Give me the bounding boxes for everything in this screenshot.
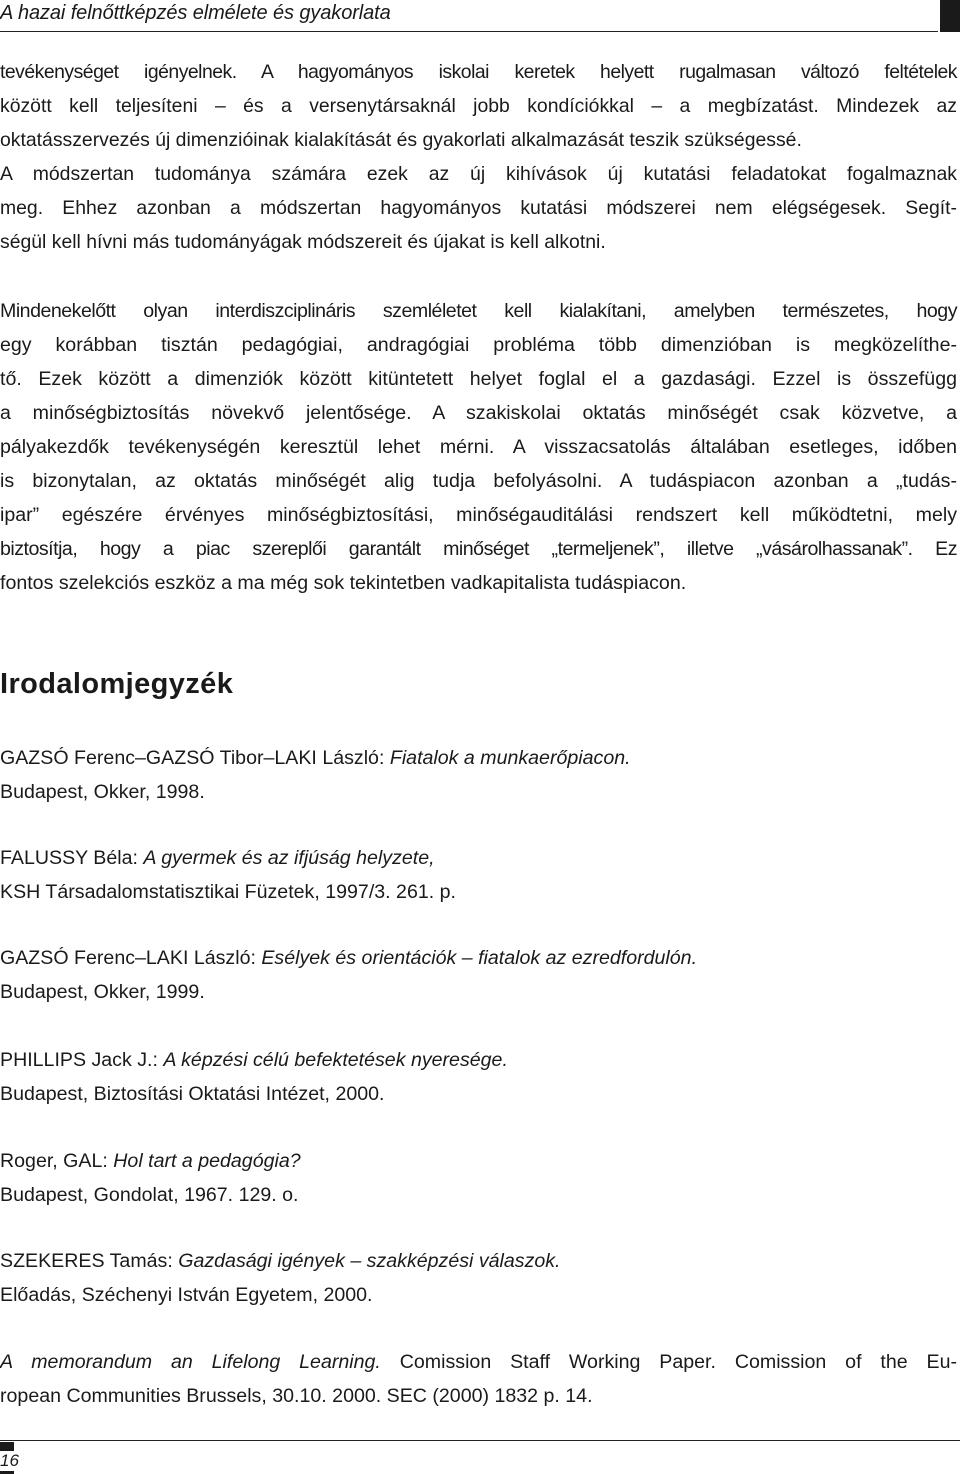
text-line: meg. Ehhez azonban a módszertan hagyományos kutatási módszerei nem elégségesek. Segít- bbox=[0, 197, 957, 219]
text-line: a minőségbiztosítás növekvő jelentősége. A szakiskolai oktatás minőségét csak közvetve, a bbox=[0, 402, 957, 424]
page-number: 16 bbox=[0, 1451, 23, 1471]
text-line: egy korábban tisztán pedagógiai, andragógiai probléma több dimenzióban is megközelíthe- bbox=[0, 334, 957, 356]
entry-details: Comission Staff Working Paper. Comission of the Eu- bbox=[380, 1351, 957, 1373]
header-corner-mark bbox=[940, 0, 960, 32]
entry-authors: Roger, GAL: bbox=[0, 1150, 114, 1172]
text-line: A módszertan tudománya számára ezek az új kihívások új kutatási feladatokat fogalmaznak bbox=[0, 163, 957, 185]
entry-title: Hol tart a pedagógia? bbox=[113, 1150, 301, 1172]
entry-authors: PHILLIPS Jack J.: bbox=[0, 1049, 164, 1071]
text-line: ipar” egészére érvényes minőségbiztosítási, minőségauditálási rendszert kell működtetni, mely bbox=[0, 504, 957, 526]
text-line: tevékenységet igényelnek. A hagyományos iskolai keretek helyett rugalmasan változó feltételek bbox=[0, 61, 957, 83]
entry-title: Esélyek és orientációk – fiatalok az ezredfordulón. bbox=[261, 947, 698, 969]
entry-details: Budapest, Gondolat, 1967. 129. o. bbox=[0, 1184, 299, 1206]
footer-rule bbox=[0, 1440, 960, 1441]
entry-details: Budapest, Okker, 1998. bbox=[0, 781, 205, 803]
entry-authors: GAZSÓ Ferenc–LAKI László: bbox=[0, 947, 262, 969]
entry-title: A memorandum an Lifelong Learning. bbox=[0, 1351, 381, 1373]
entry-details: Budapest, Biztosítási Oktatási Intézet, 2000. bbox=[0, 1083, 385, 1105]
bibliography-entry bbox=[0, 1043, 957, 1111]
bibliography-entry bbox=[0, 841, 957, 909]
bibliography-entry bbox=[0, 1244, 957, 1312]
bibliography-entry bbox=[0, 1144, 957, 1212]
bibliography-entry bbox=[0, 741, 957, 809]
bibliography-entry bbox=[0, 941, 957, 1009]
entry-title: A gyermek és az ifjúság helyzete, bbox=[143, 847, 435, 869]
running-title: A hazai felnőttképzés elmélete és gyakorlata bbox=[0, 2, 391, 24]
text-line: is bizonytalan, az oktatás minőségét alig tudja befolyásolni. A tudáspiacon azonban a „tudás- bbox=[0, 470, 957, 492]
text-line: ségül kell hívni más tudományágak módszereit és újakat is kell alkotni. bbox=[0, 231, 606, 253]
header-rule bbox=[0, 31, 938, 32]
bibliography-heading: Irodalomjegyzék bbox=[0, 668, 234, 700]
text-line: tő. Ezek között a dimenziók között kitüntetett helyet foglal el a gazdasági. Ezzel is összefügg bbox=[0, 368, 957, 390]
entry-details: Előadás, Széchenyi István Egyetem, 2000. bbox=[0, 1284, 373, 1306]
entry-title: Gazdasági igények – szakképzési válaszok. bbox=[178, 1250, 561, 1272]
entry-authors: SZEKERES Tamás: bbox=[0, 1250, 179, 1272]
entry-details: KSH Társadalomstatisztikai Füzetek, 1997/3. 261. p. bbox=[0, 881, 456, 903]
bibliography-entry bbox=[0, 1345, 957, 1413]
text-line: között kell teljesíteni – és a versenytársaknál jobb kondíciókkal – a megbízatást. Mindezek az bbox=[0, 95, 957, 117]
text-line: pályakezdők tevékenységén keresztül lehet mérni. A visszacsatolás általában esetleges, időben bbox=[0, 436, 957, 458]
text-line: biztosítja, hogy a piac szereplői garantált minőséget „termeljenek”, illetve „vásárolhassanak”. Ez bbox=[0, 538, 957, 560]
entry-title: Fiatalok a munkaerőpiacon. bbox=[389, 747, 631, 769]
entry-authors: FALUSSY Béla: bbox=[0, 847, 144, 869]
entry-details: ropean Communities Brussels, 30.10. 2000. SEC (2000) 1832 p. 14. bbox=[0, 1385, 593, 1407]
entry-title: A képzési célú befektetések nyeresége. bbox=[163, 1049, 508, 1071]
entry-details: Budapest, Okker, 1999. bbox=[0, 981, 205, 1003]
text-line: fontos szelekciós eszköz a ma még sok tekintetben vadkapitalista tudáspiacon. bbox=[0, 572, 687, 594]
entry-authors: GAZSÓ Ferenc–GAZSÓ Tibor–LAKI László: bbox=[0, 747, 390, 769]
body-paragraph-2 bbox=[0, 294, 957, 600]
text-line: oktatásszervezés új dimenzióinak kialakítását és gyakorlati alkalmazását teszik szükségessé. bbox=[0, 129, 802, 151]
body-paragraph-1 bbox=[0, 55, 957, 259]
running-header bbox=[0, 0, 960, 32]
text-line: Mindenekelőtt olyan interdiszciplináris szemléletet kell kialakítani, amelyben természetes, hogy bbox=[0, 300, 957, 322]
